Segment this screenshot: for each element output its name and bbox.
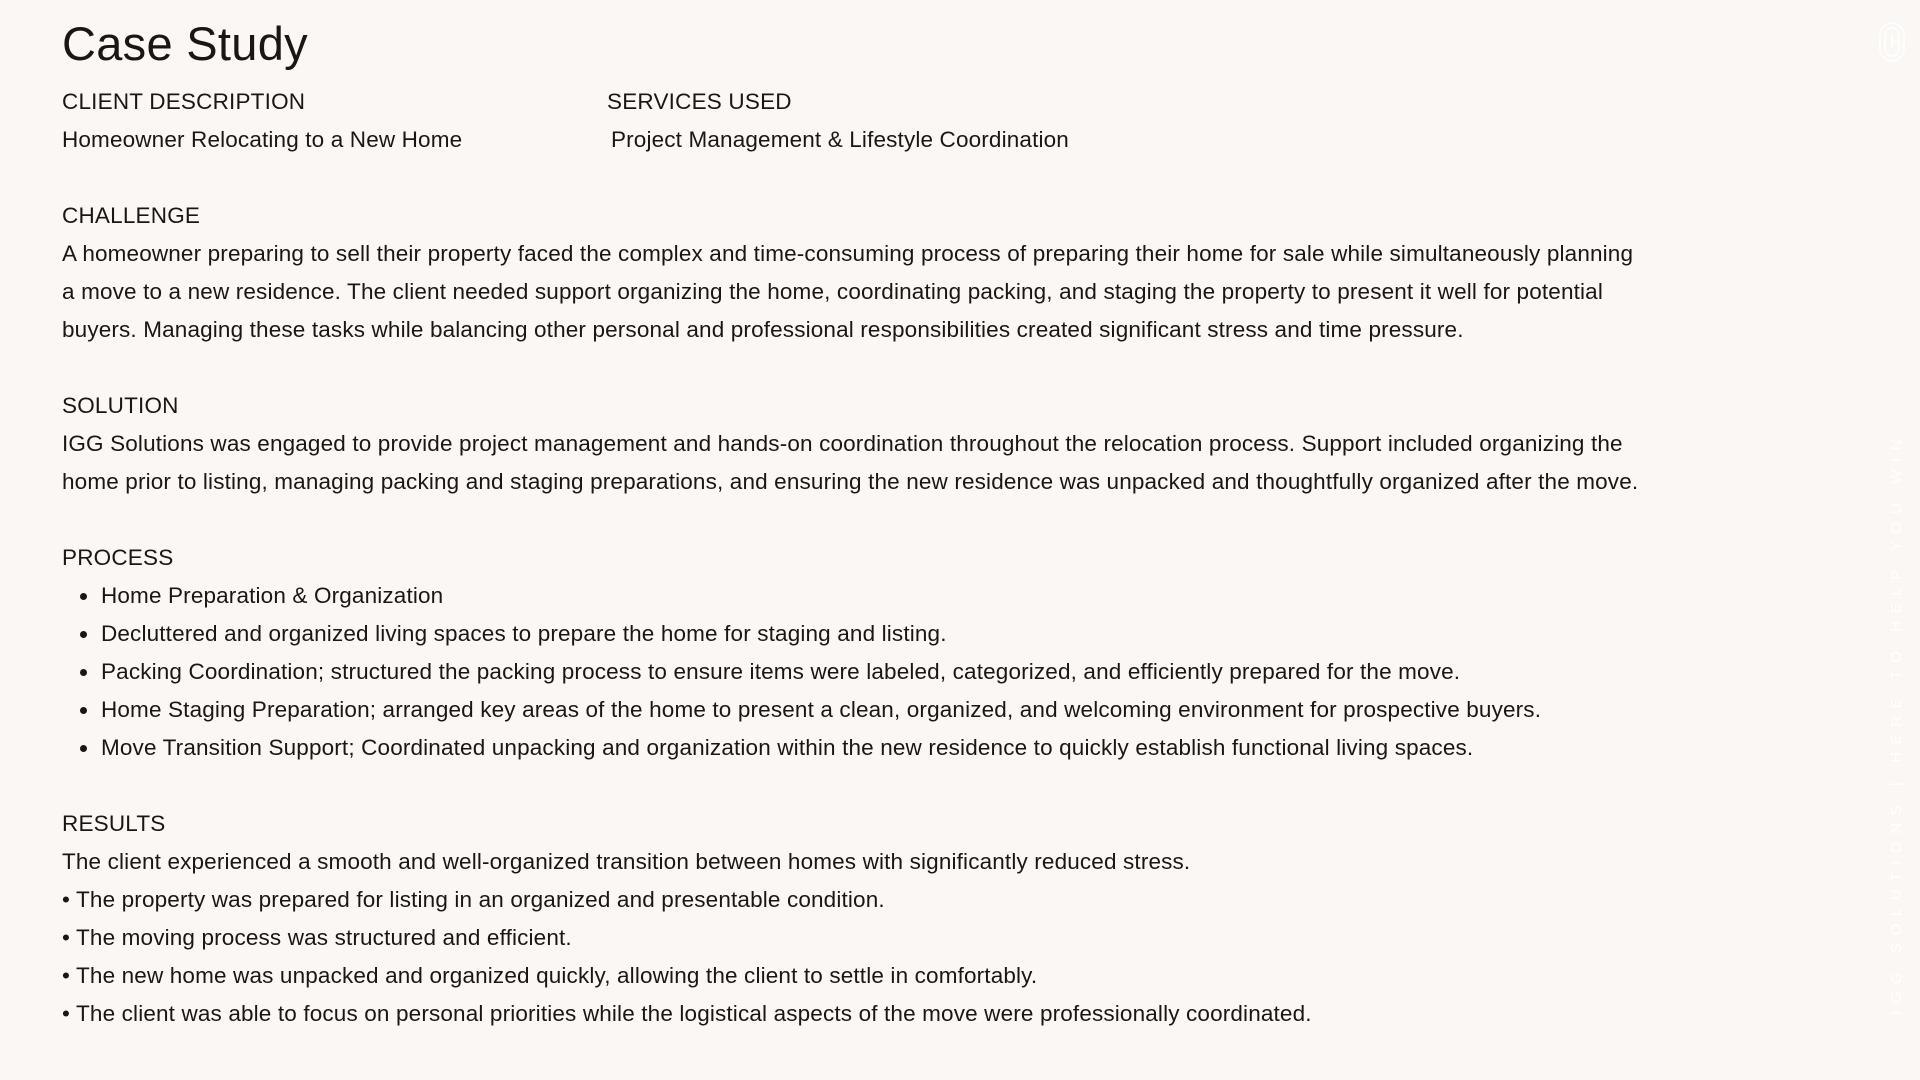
bullet-icon bbox=[80, 593, 87, 600]
results-item: • The new home was unpacked and organized quickly, allowing the client to settle in comfortably. bbox=[62, 963, 1038, 988]
page-title: Case Study bbox=[62, 17, 308, 70]
results-heading: RESULTS bbox=[62, 811, 166, 836]
services-used-value: Project Management & Lifestyle Coordination bbox=[611, 127, 1069, 152]
solution-heading: SOLUTION bbox=[62, 393, 179, 418]
client-description-value: Homeowner Relocating to a New Home bbox=[62, 127, 463, 152]
results-item: • The client was able to focus on personal priorities while the logistical aspects of the move were professionally coordinated. bbox=[62, 1001, 1312, 1026]
results-item: • The moving process was structured and efficient. bbox=[62, 925, 572, 950]
bullet-icon bbox=[80, 745, 87, 752]
challenge-line: a move to a new residence. The client needed support organizing the home, coordinating packing, and staging the property to present it well for potential bbox=[62, 279, 1603, 304]
process-item bbox=[62, 691, 1541, 729]
process-item-text: Decluttered and organized living spaces to prepare the home for staging and listing. bbox=[101, 621, 947, 646]
challenge-section bbox=[62, 197, 1633, 349]
services-used-block bbox=[607, 83, 1069, 159]
process-item-text: Packing Coordination; structured the packing process to ensure items were labeled, categorized, and efficiently prepared for the move. bbox=[101, 659, 1461, 684]
process-list bbox=[62, 577, 1541, 767]
results-section bbox=[62, 805, 1312, 1033]
client-description-label: CLIENT DESCRIPTION bbox=[62, 89, 306, 114]
process-heading: PROCESS bbox=[62, 545, 174, 570]
solution-line: home prior to listing, managing packing and staging preparations, and ensuring the new residence was unpacked and thoughtfully organized after the move. bbox=[62, 469, 1639, 494]
process-item-text: Move Transition Support; Coordinated unpacking and organization within the new residence to quickly establish functional living spaces. bbox=[101, 735, 1474, 760]
process-section bbox=[62, 539, 1541, 767]
process-item bbox=[62, 653, 1541, 691]
challenge-line: buyers. Managing these tasks while balancing other personal and professional responsibilities created significant stress and time pressure. bbox=[62, 317, 1464, 342]
brand-tagline: IGG SOLUTIONS | HERE TO HELP YOU WIN bbox=[1888, 431, 1905, 1015]
process-item-text: Home Staging Preparation; arranged key areas of the home to present a clean, organized, and welcoming environment for prospective buyers. bbox=[101, 697, 1542, 722]
solution-line: IGG Solutions was engaged to provide project management and hands-on coordination throughout the relocation process. Support included organizing the bbox=[62, 431, 1623, 456]
results-item: • The property was prepared for listing in an organized and presentable condition. bbox=[62, 887, 885, 912]
process-item bbox=[62, 615, 1541, 653]
igg-logo-icon bbox=[1879, 22, 1905, 62]
bullet-icon bbox=[80, 669, 87, 676]
results-summary: The client experienced a smooth and well-organized transition between homes with significantly reduced stress. bbox=[62, 849, 1191, 874]
process-item-text: Home Preparation & Organization bbox=[101, 583, 444, 608]
services-used-label: SERVICES USED bbox=[607, 89, 792, 114]
challenge-line: A homeowner preparing to sell their property faced the complex and time-consuming process of preparing their home for sale while simultaneously planning bbox=[62, 241, 1634, 266]
solution-section bbox=[62, 387, 1638, 501]
process-item bbox=[62, 577, 1541, 615]
challenge-heading: CHALLENGE bbox=[62, 203, 201, 228]
bullet-icon bbox=[80, 631, 87, 638]
client-description-block bbox=[62, 83, 462, 159]
process-item bbox=[62, 729, 1541, 767]
bullet-icon bbox=[80, 707, 87, 714]
